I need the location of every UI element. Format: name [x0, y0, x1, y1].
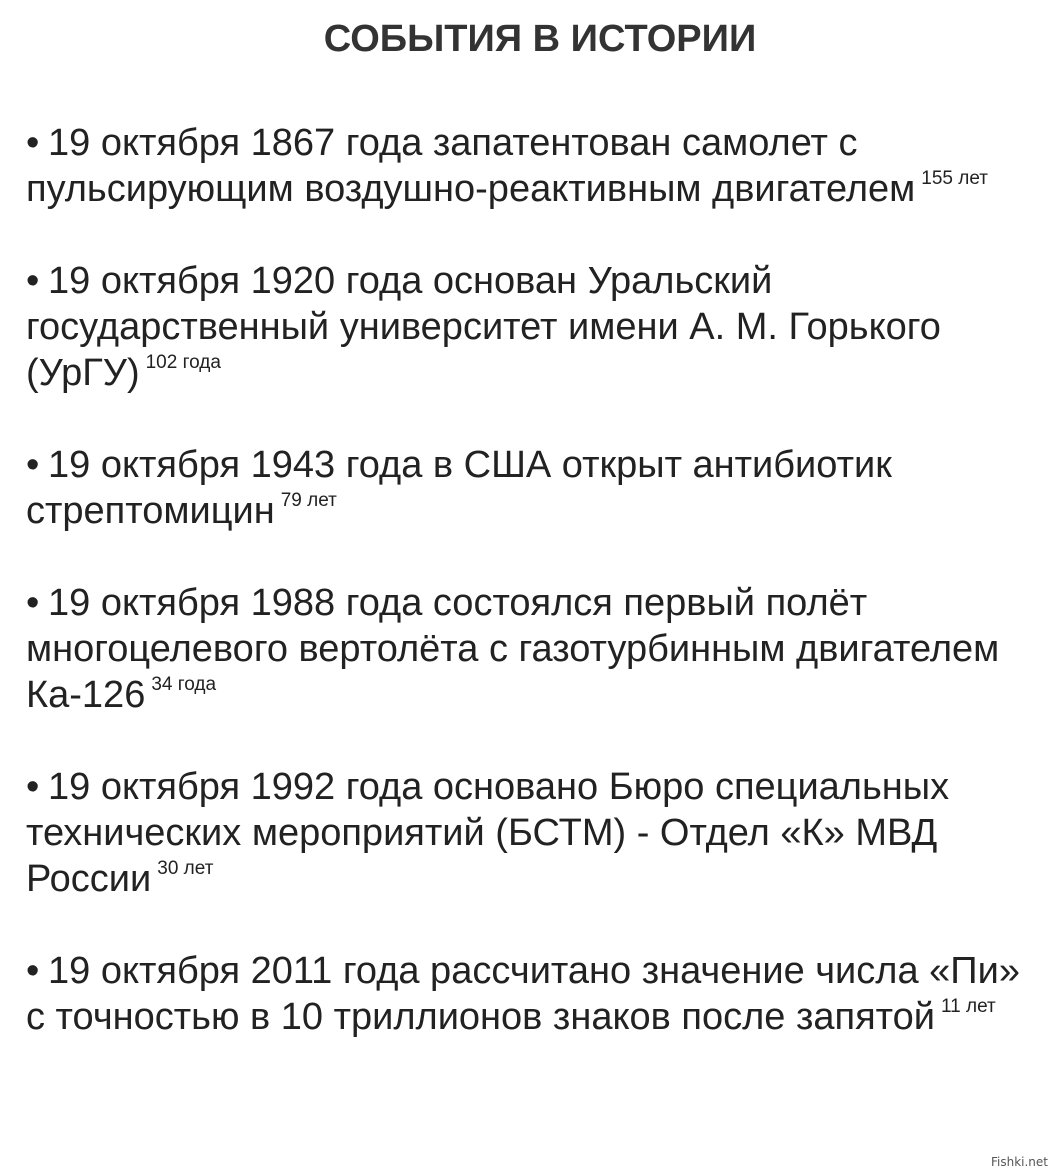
years-ago: 102 года [145, 351, 221, 373]
event-text: 19 октября 2011 года рассчитано значение числа «Пи» с точностью в 10 триллионов знаков после запятой [26, 950, 1020, 1038]
event-item [26, 948, 1036, 1040]
years-ago: 34 года [151, 673, 217, 695]
bullet: • [26, 260, 40, 302]
page-title: СОБЫТИЯ В ИСТОРИИ [323, 18, 757, 60]
event-text: 19 октября 1943 года в США открыт антибиотик стрептомицин [26, 444, 892, 532]
event-item [26, 258, 1036, 396]
years-ago: 155 лет [921, 167, 988, 189]
bullet: • [26, 766, 40, 808]
bullet: • [26, 950, 40, 992]
event-text: 19 октября 1988 года состоялся первый полёт многоцелевого вертолёта с газотурбинным двигателем Ка-126 [26, 582, 1000, 716]
event-item [26, 764, 1036, 902]
event-item [26, 442, 1036, 534]
event-text: 19 октября 1920 года основан Уральский государственный университет имени А. М. Горького (УрГУ) [26, 260, 941, 394]
years-ago: 30 лет [157, 857, 214, 879]
event-item [26, 580, 1036, 718]
bullet: • [26, 444, 40, 486]
bullet: • [26, 122, 40, 164]
event-text: 19 октября 1992 года основано Бюро специальных технических мероприятий (БСТМ) - Отдел «К» МВД России [26, 766, 950, 900]
events-list [26, 120, 1036, 1086]
event-item [26, 120, 1036, 212]
years-ago: 11 лет [941, 995, 996, 1017]
watermark: Fishki.net [990, 1155, 1048, 1169]
years-ago: 79 лет [280, 489, 337, 511]
bullet: • [26, 582, 40, 624]
event-text: 19 октября 1867 года запатентован самолет с пульсирующим воздушно-реактивным двигателем [26, 122, 916, 210]
